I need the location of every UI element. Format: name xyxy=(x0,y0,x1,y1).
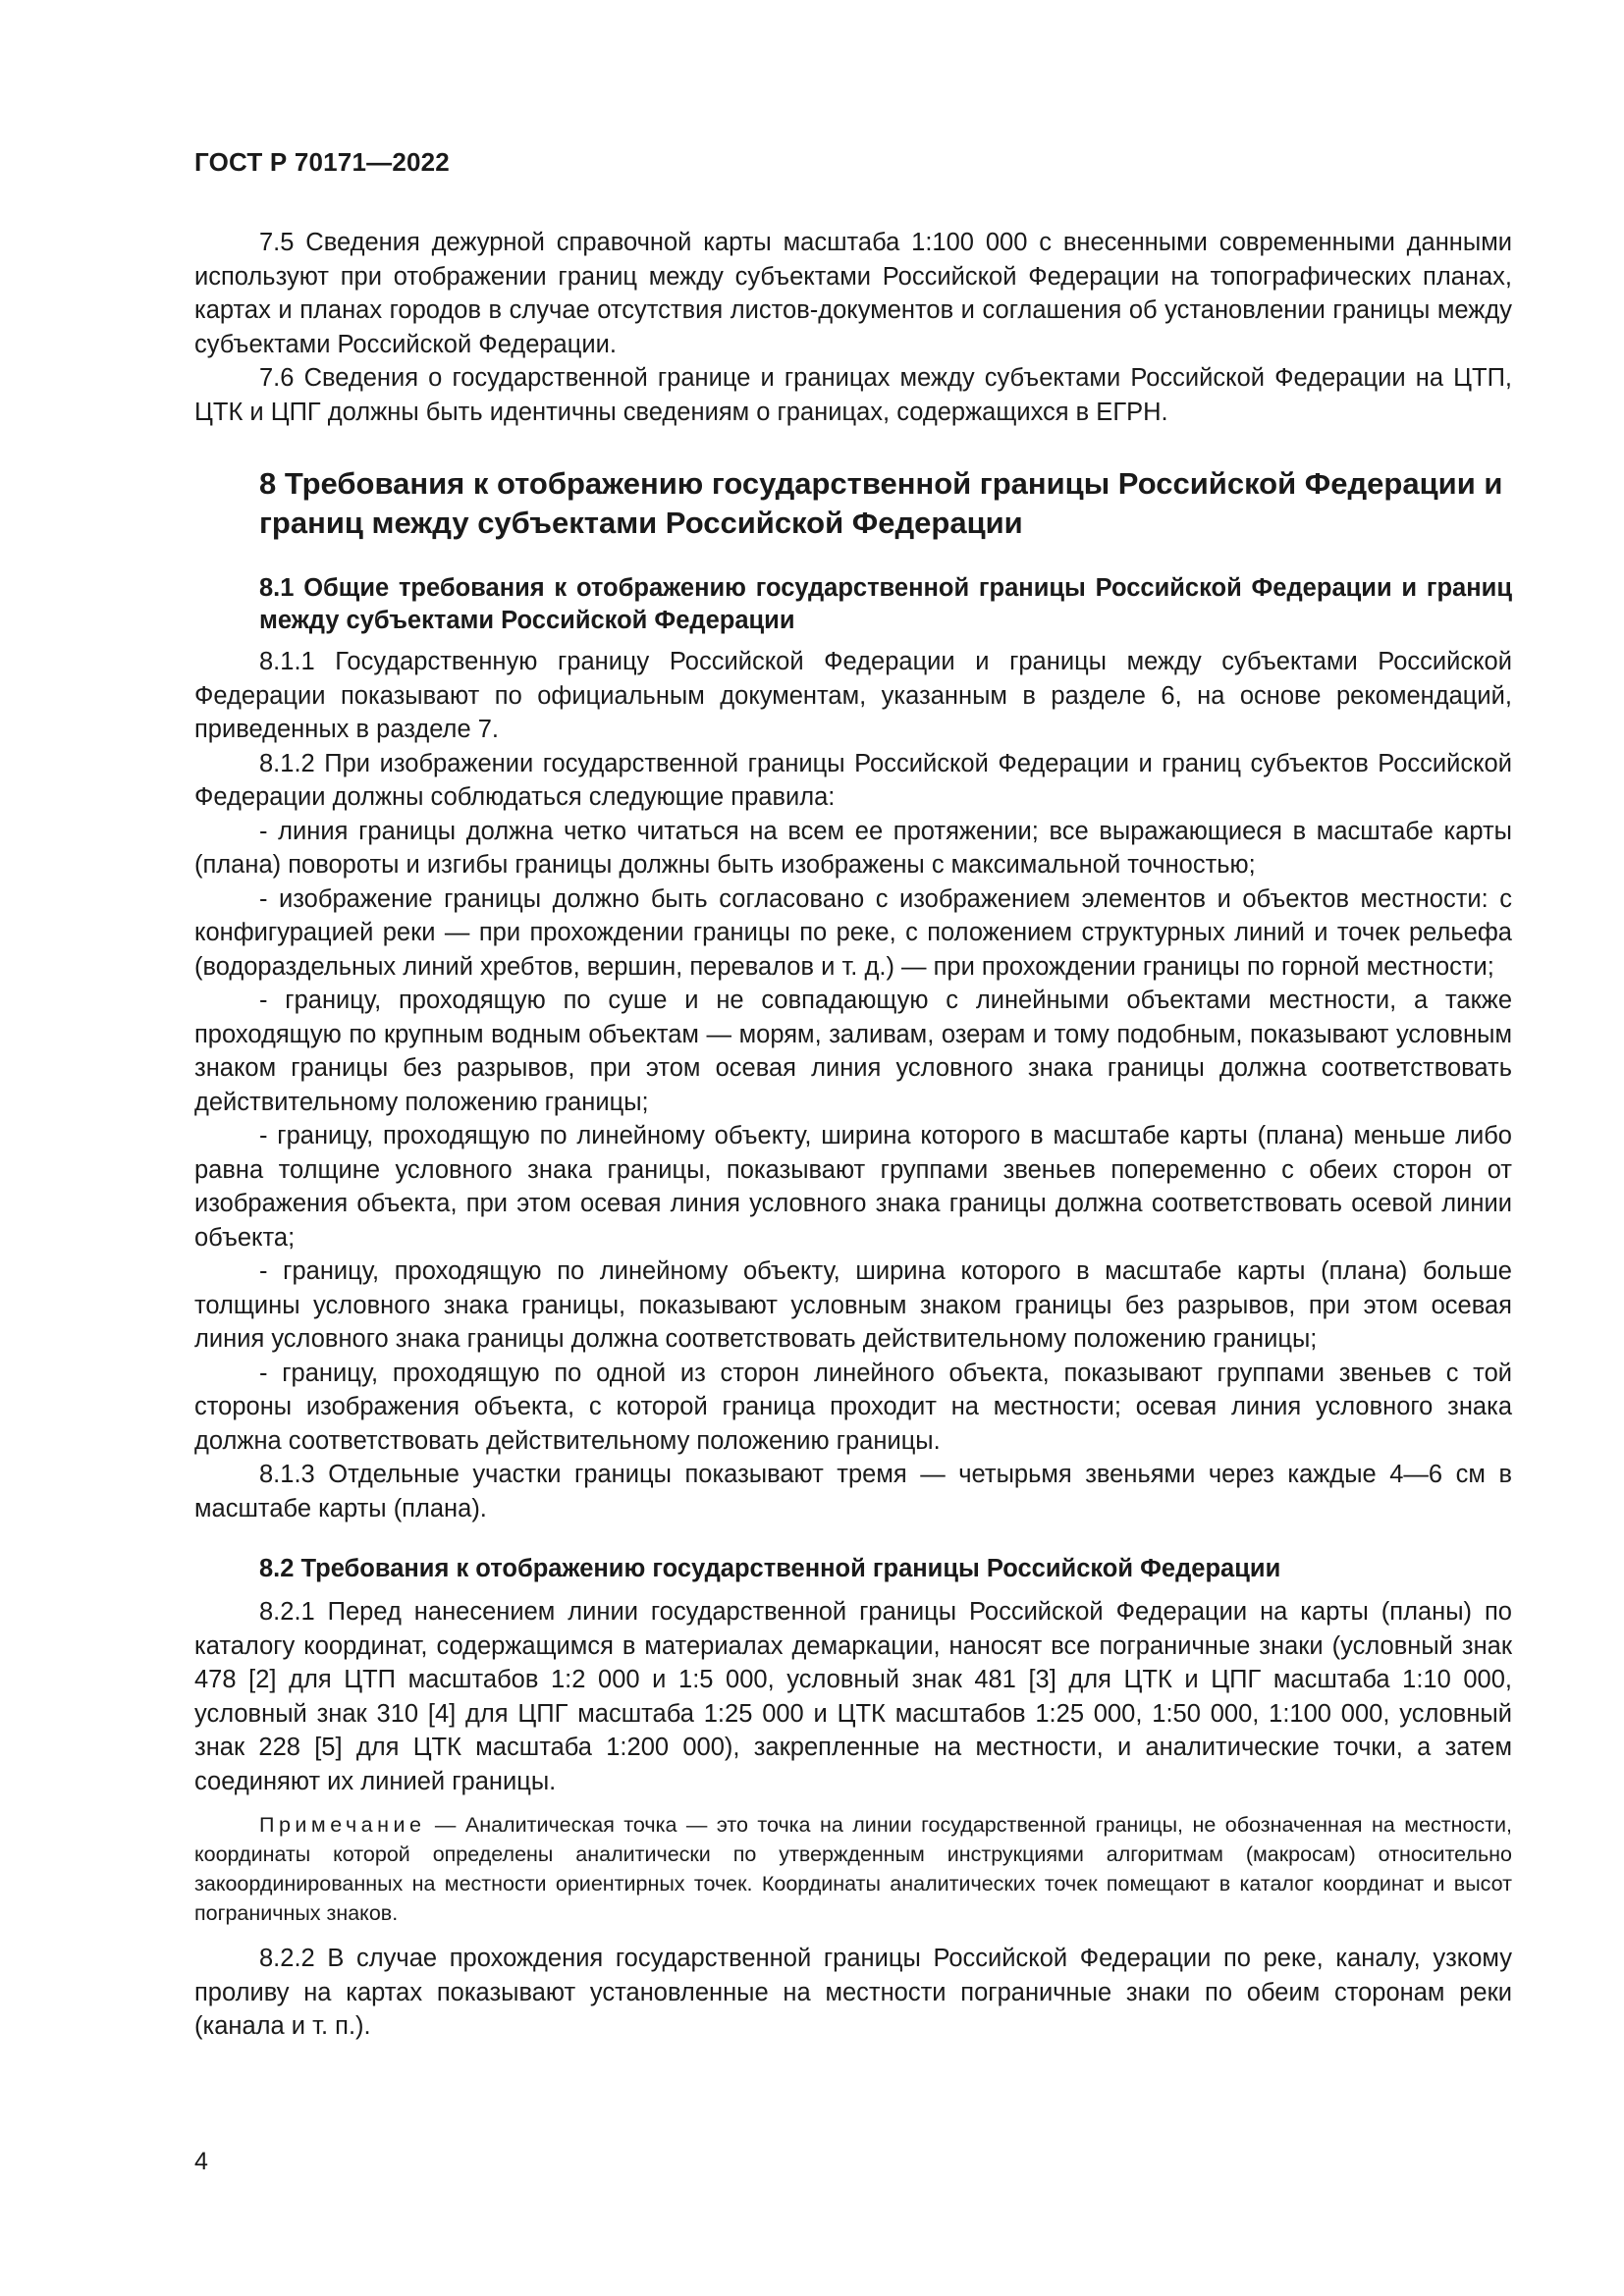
paragraph-7-6: 7.6 Сведения о государственной границе и границах между субъектами Российской Федерации на ЦТП, ЦТК и ЦПГ должны быть идентичны сведениям о границах, содержащихся в ЕГРН. xyxy=(194,364,1512,426)
list-item: - границу, проходящую по одной из сторон линейного объекта, показывают группами звеньев с той стороны изображения объекта, с которой граница проходит на местности; осевая линия условного знака должна соответствовать действительному положению границы. xyxy=(194,1359,1512,1455)
paragraph-7-5: 7.5 Сведения дежурной справочной карты масштаба 1:100 000 с внесенными современными данными используют при отображении границ между субъектами Российской Федерации на топографических планах, картах и планах городов в случае отсутствия листов-документов и соглашения об установлении границы между субъектами Российской Федерации. xyxy=(194,229,1512,358)
note-text: — Аналитическая точка — это точка на линии государственной границы, не обозначенная на местности, координаты которой определены аналитически по утвержденным инструкциями алгоритмам (макросам) относительно закоординированных на местности ориентирных точек. Координаты аналитических точек помещают в каталог координат и высот пограничных знаков. xyxy=(194,1813,1512,1925)
note-label: Примечание xyxy=(259,1813,426,1837)
note-block xyxy=(194,1810,1512,1928)
subsection-8-2-heading: 8.2 Требования к отображению государственной границы Российской Федерации xyxy=(259,1555,1281,1582)
paragraph-8-1-2: 8.1.2 При изображении государственной границы Российской Федерации и границ субъектов Российской Федерации должны соблюдаться следующие правила: xyxy=(194,749,1512,811)
page-body xyxy=(194,226,1512,2044)
subsection-8-1-heading: 8.1 Общие требования к отображению государственной границы Российской Федерации и границ между субъектами Российской Федерации xyxy=(259,574,1512,634)
paragraph-8-2-2: 8.2.2 В случае прохождения государственной границы Российской Федерации по реке, каналу, узкому проливу на картах показывают установленные на местности пограничные знаки по обеим сторонам реки (канала и т. п.). xyxy=(194,1945,1512,2040)
list-item: - границу, проходящую по суше и не совпадающую с линейными объектами местности, а также проходящую по крупным водным объектам — морям, заливам, озерам и тому подобным, показывают условным знаком границы без разрывов, при этом осевая линия условного знака границы должна соответствовать действительному положению границы; xyxy=(194,987,1512,1116)
list-item: - границу, проходящую по линейному объекту, ширина которого в масштабе карты (плана) больше толщины условного знака границы, показывают условным знаком границы без разрывов, при этом осевая линия условного знака границы должна соответствовать действительному положению границы; xyxy=(194,1257,1512,1353)
paragraph-8-1-3: 8.1.3 Отдельные участки границы показывают тремя — четырьмя звеньями через каждые 4—6 см в масштабе карты (плана). xyxy=(194,1461,1512,1522)
document-code-header: ГОСТ Р 70171—2022 xyxy=(194,147,450,177)
list-item: - линия границы должна четко читаться на всем ее протяжении; все выражающиеся в масштабе карты (плана) повороты и изгибы границы должны быть изображены с максимальной точностью; xyxy=(194,817,1512,879)
paragraph-8-2-1: 8.2.1 Перед нанесением линии государственной границы Российской Федерации на карты (планы) по каталогу координат, содержащимся в материалах демаркации, наносят все пограничные знаки (условный знак 478 [2] для ЦТП масштабов 1:2 000 и 1:5 000, условный знак 481 [3] для ЦТК и ЦПГ масштаба 1:10 000, условный знак 310 [4] для ЦПГ масштаба 1:25 000 и ЦТК масштабов 1:25 000, 1:50 000, 1:100 000, условный знак 228 [5] для ЦТК масштаба 1:200 000), закрепленные на местности, и аналитические точки, а затем соединяют их линией границы. xyxy=(194,1598,1512,1795)
paragraph-8-1-1: 8.1.1 Государственную границу Российской Федерации и границы между субъектами Российской Федерации показывают по официальным документам, указанным в разделе 6, на основе рекомендаций, приведенных в разделе 7. xyxy=(194,648,1512,743)
section-8-heading: 8 Требования к отображению государственной границы Российской Федерации и границ между субъектами Российской Федерации xyxy=(259,466,1503,540)
page-number: 4 xyxy=(194,2148,208,2175)
list-item: - границу, проходящую по линейному объекту, ширина которого в масштабе карты (плана) меньше либо равна толщине условного знака границы, показывают группами звеньев попеременно с обеих сторон от изображения объекта, при этом осевая линия условного знака границы должна соответствовать осевой линии объекта; xyxy=(194,1122,1512,1252)
list-item: - изображение границы должно быть согласовано с изображением элементов и объектов местности: с конфигурацией реки — при прохождении границы по реке, с положением структурных линий и точек рельефа (водораздельных линий хребтов, вершин, перевалов и т. д.) — при прохождении границы по горной местности; xyxy=(194,884,1512,981)
